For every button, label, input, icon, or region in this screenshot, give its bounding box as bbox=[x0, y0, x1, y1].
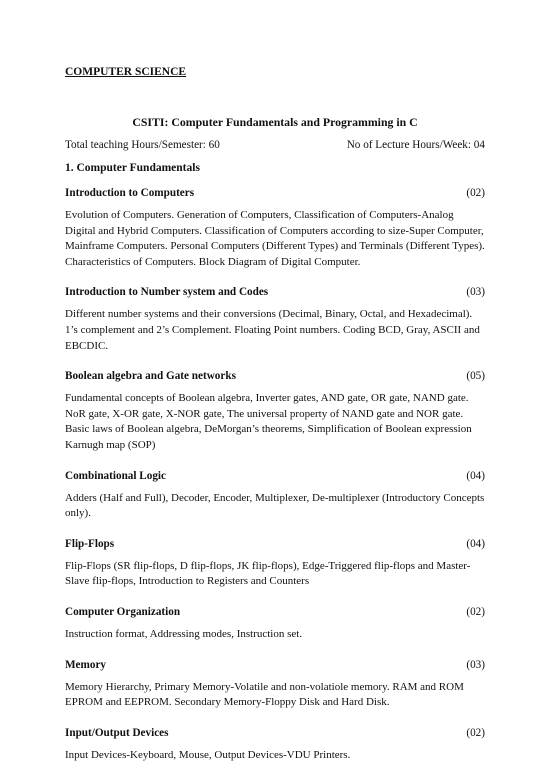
topic-header bbox=[65, 369, 485, 383]
topic-section bbox=[65, 537, 485, 590]
topic-description: Fundamental concepts of Boolean algebra, Inverter gates, AND gate, OR gate, NAND gate. NoR gate, X-OR gate, X-NOR gate, The universal property of NAND gate and NOR gate. Basic laws of Boolean algebra, DeMorgan’s theorems, Simplification of Boolean expression Karnugh map (SOP) bbox=[65, 392, 472, 451]
topic-title: Introduction to Number system and Codes bbox=[65, 286, 269, 299]
topic-section bbox=[65, 726, 485, 764]
topic-title: Memory bbox=[65, 658, 106, 671]
topic-hours: (02) bbox=[466, 726, 485, 739]
topic-title: Introduction to Computers bbox=[65, 187, 195, 199]
topic-hours: (03) bbox=[466, 286, 485, 299]
topic-list bbox=[65, 186, 485, 778]
topic-hours: (03) bbox=[466, 658, 485, 671]
lecture-hours: No of Lecture Hours/Week: 04 bbox=[346, 139, 485, 151]
topic-header bbox=[65, 469, 485, 483]
topic-header bbox=[65, 605, 485, 619]
topic-title: Input/Output Devices bbox=[65, 726, 169, 739]
topic-description: Flip-Flops (SR flip-flops, D flip-flops, JK flip-flops), Edge-Triggered flip-flops and Master-Slave flip-flops, Introduction to Registers and Counters bbox=[65, 559, 471, 588]
topic-section bbox=[65, 605, 485, 643]
topic-section bbox=[65, 658, 485, 711]
topic-description: Adders (Half and Full), Decoder, Encoder, Multiplexer, De-multiplexer (Introductory Concepts only). bbox=[65, 491, 485, 520]
topic-hours: (04) bbox=[466, 537, 485, 550]
topic-header bbox=[65, 726, 485, 740]
topic-hours: (02) bbox=[466, 187, 485, 199]
topic-description: Different number systems and their conversions (Decimal, Binary, Octal, and Hexadecimal). 1’s complement and 2’s Complement. Floating Point numbers. Coding BCD, Gray, ASCII and EBCDIC. bbox=[65, 308, 480, 352]
topic-title: Boolean algebra and Gate networks bbox=[65, 370, 236, 383]
topic-description: Instruction format, Addressing modes, Instruction set. bbox=[65, 627, 303, 640]
topic-header bbox=[65, 285, 485, 299]
department-heading: COMPUTER SCIENCE bbox=[65, 66, 187, 78]
topic-hours: (04) bbox=[466, 469, 485, 482]
topic-section bbox=[65, 285, 485, 354]
topic-section bbox=[65, 469, 485, 522]
topic-hours: (05) bbox=[466, 370, 485, 383]
topic-title: Computer Organization bbox=[65, 605, 181, 618]
topic-header bbox=[65, 537, 485, 551]
total-hours: Total teaching Hours/Semester: 60 bbox=[65, 139, 220, 151]
topic-description: Input Devices-Keyboard, Mouse, Output Devices-VDU Printers. bbox=[65, 748, 351, 761]
hours-info-row bbox=[65, 139, 485, 151]
topic-header bbox=[65, 658, 485, 672]
topic-section bbox=[65, 186, 485, 270]
unit-title: 1. Computer Fundamentals bbox=[65, 162, 200, 174]
topic-title: Combinational Logic bbox=[65, 469, 167, 482]
topic-description: Memory Hierarchy, Primary Memory-Volatile and non-volatiole memory. RAM and ROM EPROM and EEPROM. Secondary Memory-Floppy Disk and Hard Disk. bbox=[65, 680, 464, 709]
topic-header bbox=[65, 186, 485, 200]
topic-hours: (02) bbox=[466, 605, 485, 618]
course-title: CSITI: Computer Fundamentals and Programming in C bbox=[132, 115, 418, 129]
topic-title: Flip-Flops bbox=[65, 537, 115, 550]
topic-description: Evolution of Computers. Generation of Computers, Classification of Computers-Analog Digital and Hybrid Computers. Classification of Computers according to size-Super Computer, Mainframe Computers. Personal Computers (Different Types) and Terminals (Different Types). Characteristics of Computers. Block Diagram of Digital Computer. bbox=[65, 209, 485, 268]
topic-section bbox=[65, 369, 485, 453]
